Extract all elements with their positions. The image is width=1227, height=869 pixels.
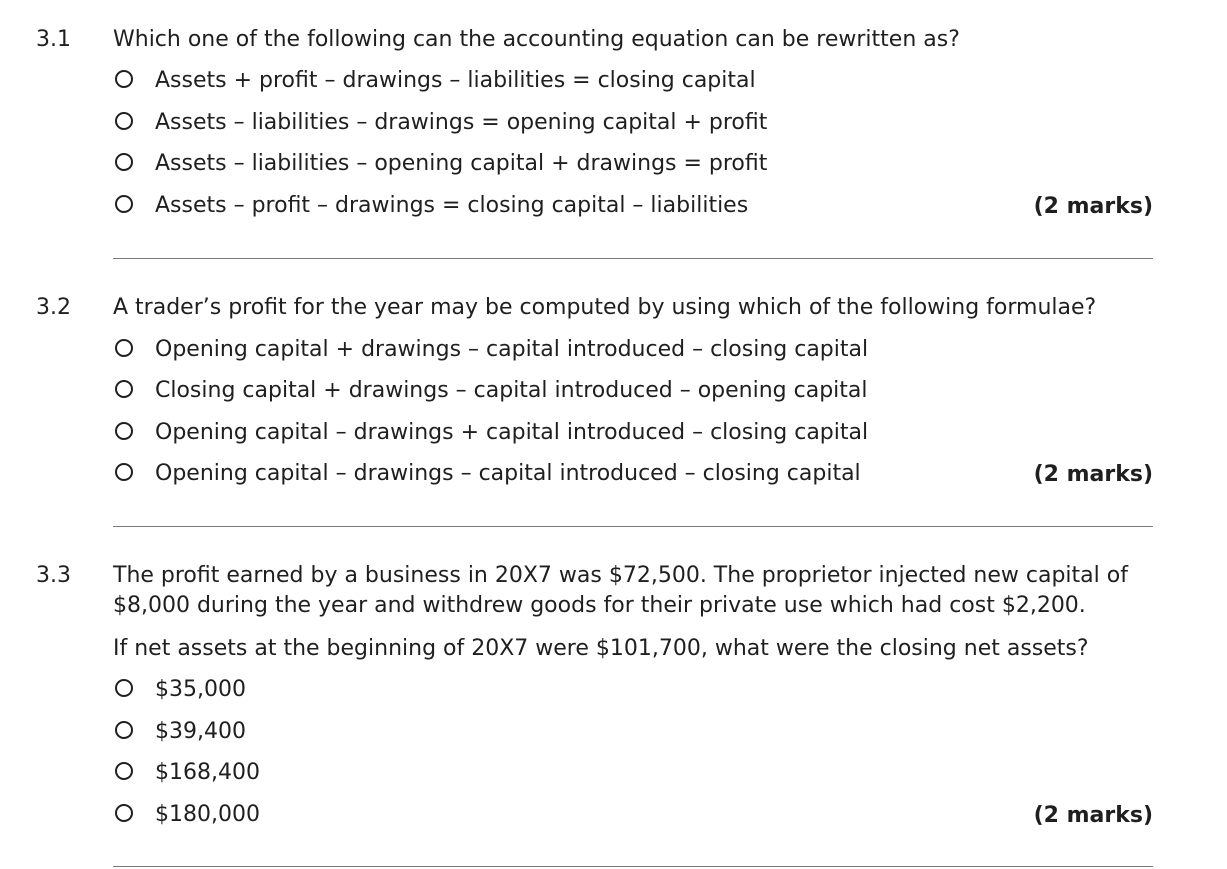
question-text: A trader’s profit for the year may be computed by using which of the following formulae? (113, 295, 1097, 320)
question-number: 3.1 (36, 27, 71, 52)
radio-button-icon[interactable] (115, 153, 133, 171)
radio-button-icon[interactable] (115, 70, 133, 88)
answer-option[interactable] (113, 717, 246, 747)
radio-button-icon[interactable] (115, 804, 133, 822)
question-number: 3.2 (36, 295, 71, 320)
question-text: Which one of the following can the accounting equation can be rewritten as? (113, 27, 960, 52)
answer-option[interactable] (113, 418, 868, 448)
option-label: $180,000 (155, 802, 260, 827)
option-label: $168,400 (155, 760, 260, 785)
option-label: $39,400 (155, 719, 246, 744)
answer-option[interactable] (113, 191, 748, 221)
answer-option[interactable] (113, 66, 756, 96)
question-prompt: If net assets at the beginning of 20X7 were $101,700, what were the closing net assets? (113, 636, 1089, 661)
option-label: Opening capital + drawings – capital introduced – closing capital (155, 337, 869, 362)
radio-button-icon[interactable] (115, 463, 133, 481)
question-text: The profit earned by a business in 20X7 was $72,500. The proprietor injected new capital of $8,000 during the year and withdrew goods for their private use which had cost $2,200. (113, 563, 1128, 618)
radio-button-icon[interactable] (115, 112, 133, 130)
radio-button-icon[interactable] (115, 195, 133, 213)
marks-label: (2 marks) (1033, 194, 1153, 219)
radio-button-icon[interactable] (115, 679, 133, 697)
answer-option[interactable] (113, 800, 260, 830)
section-divider (113, 866, 1153, 867)
option-label: Assets – liabilities – opening capital + drawings = profit (155, 151, 768, 176)
marks-label: (2 marks) (1033, 803, 1153, 828)
question-number: 3.3 (36, 563, 71, 588)
radio-button-icon[interactable] (115, 721, 133, 739)
answer-option[interactable] (113, 376, 868, 406)
marks-label: (2 marks) (1033, 462, 1153, 487)
option-label: Closing capital + drawings – capital introduced – opening capital (155, 378, 868, 403)
section-divider (113, 258, 1153, 259)
answer-option[interactable] (113, 459, 861, 489)
answer-option[interactable] (113, 675, 246, 705)
option-label: Opening capital – drawings – capital introduced – closing capital (155, 461, 861, 486)
answer-option[interactable] (113, 149, 767, 179)
radio-button-icon[interactable] (115, 762, 133, 780)
option-label: Assets + profit – drawings – liabilities = closing capital (155, 68, 756, 93)
option-label: Opening capital – drawings + capital introduced – closing capital (155, 420, 869, 445)
radio-button-icon[interactable] (115, 380, 133, 398)
answer-option[interactable] (113, 758, 260, 788)
option-label: Assets – profit – drawings = closing capital – liabilities (155, 193, 749, 218)
section-divider (113, 526, 1153, 527)
answer-option[interactable] (113, 335, 868, 365)
radio-button-icon[interactable] (115, 339, 133, 357)
radio-button-icon[interactable] (115, 422, 133, 440)
answer-option[interactable] (113, 108, 767, 138)
option-label: $35,000 (155, 677, 246, 702)
cropped-heading (0, 0, 1227, 8)
option-label: Assets – liabilities – drawings = opening capital + profit (155, 110, 768, 135)
